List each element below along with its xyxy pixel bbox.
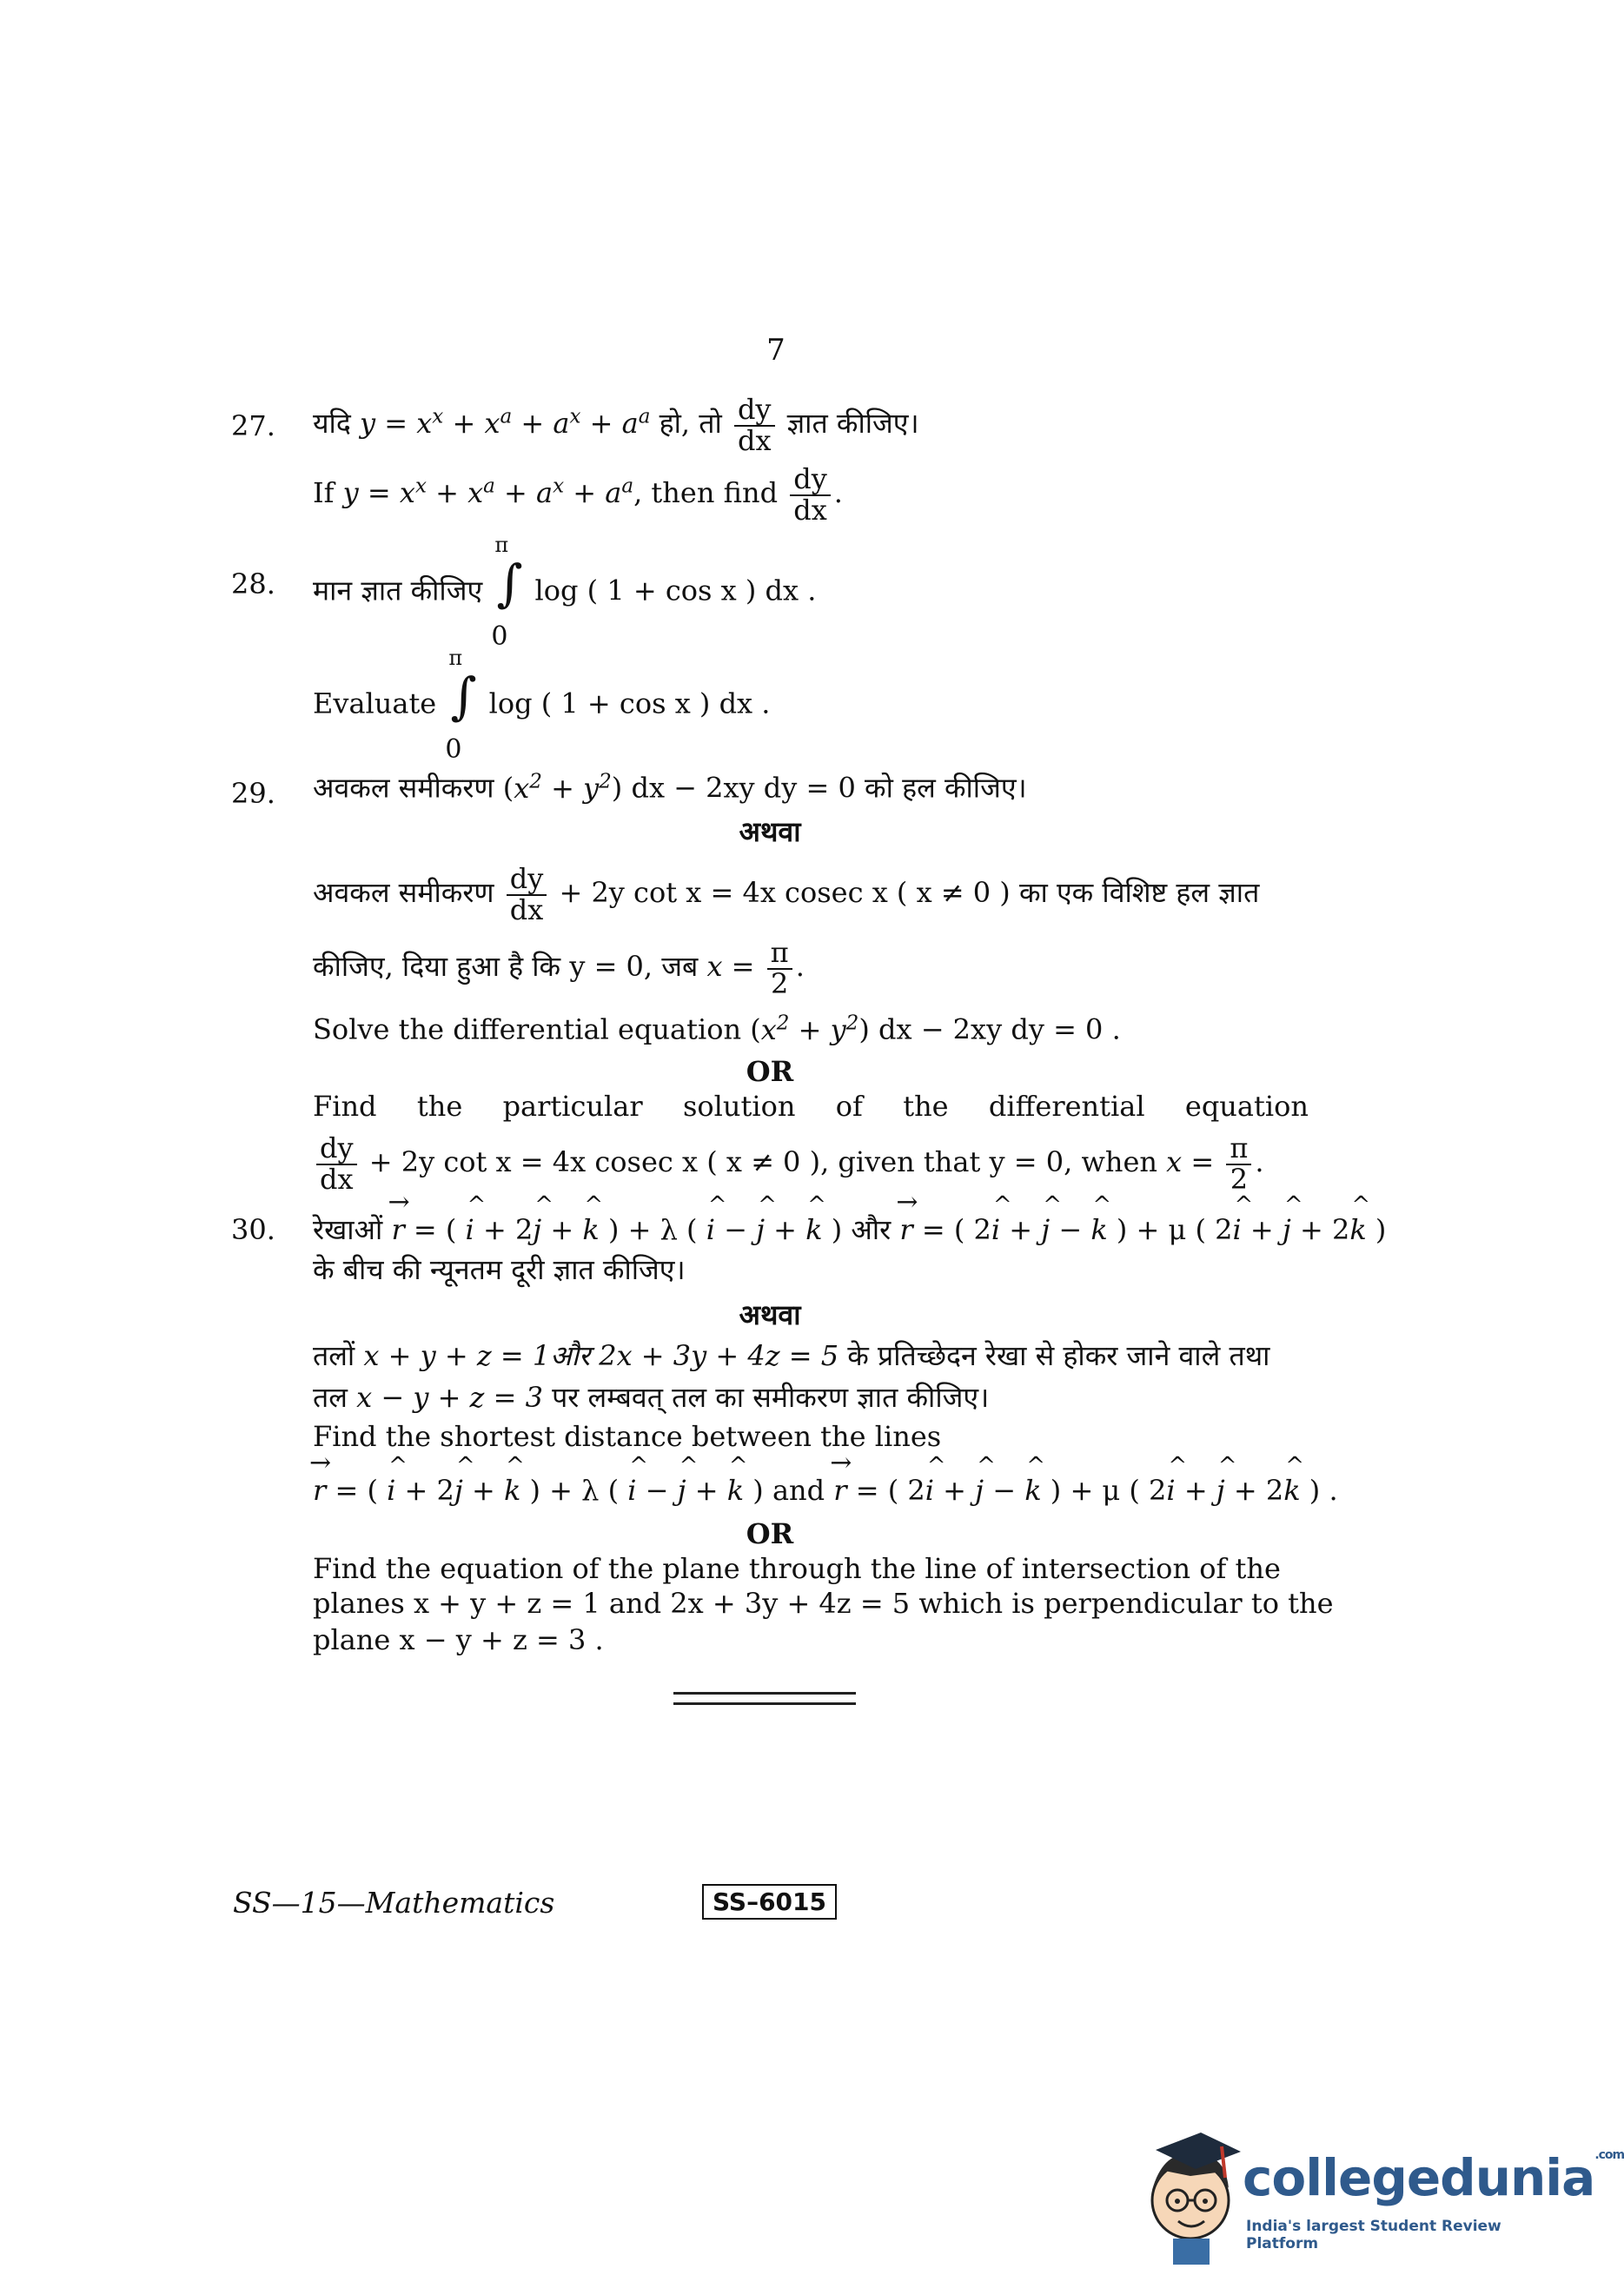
q29-hindi-line-1: अवकल समीकरण $(x^2 + y^2)$ dx − 2xy dy = 0 को हल कीजिए। <box>313 770 1027 805</box>
q30-english-line-3: Find the equation of the plane through the line of intersection of the <box>313 1552 1281 1585</box>
question-number: 29. <box>231 777 275 810</box>
q28-english-line: Evaluate π ∫ 0 log ( 1 + cos x ) dx . <box>313 646 771 765</box>
q30-english-line-2: → r = ( ^ i + 2^ j + ^ k ) + λ ( ^ i − ^ j + ^ k ) and → r = ( 2^ i + ^ j − ^ k ) + μ ( 2^ i + ^ j + 2^ k ) . <box>313 1473 1338 1508</box>
q30-english-line-4: planes x + y + z = 1 and 2x + 3y + 4z = 5 which is perpendicular to the <box>313 1587 1334 1620</box>
q29-english-line-3: $\frac{dy}{dx}$ + 2y cot x = 4x cosec x ( x ≠ 0 ), given that y = 0, when x = $\frac{\pi}{2}$ . <box>313 1134 1264 1194</box>
q29-english-line-1: Solve the differential equation $(x^2 + y^2)$ dx − 2xy dy = 0 . <box>313 1012 1121 1046</box>
q30-english-line-1: Find the shortest distance between the lines <box>313 1420 942 1453</box>
question-number: 28. <box>231 567 275 600</box>
q30-hindi-line-1: रेखाओं → r = ( ^ i + 2^ j + ^ k ) + λ ( ^ i − ^ j + ^ k ) और → r = ( 2^ i + ^ j − ^ k ) + μ ( 2^ i + ^ j + 2^ k ) <box>313 1212 1386 1247</box>
dy-dx-fraction: $\frac{dy}{dx}$ <box>316 1134 357 1194</box>
collegedunia-logo <box>1138 2120 1624 2268</box>
footer-paper-code: SS–6015 <box>702 1884 837 1920</box>
q29-hindi-line-3: कीजिए, दिया हुआ है कि y = 0, जब x = $\frac{\pi}{2}$ . <box>313 936 805 1000</box>
question-number: 27. <box>231 409 275 442</box>
integral-sign: π ∫ 0 <box>445 646 477 765</box>
q28-hindi-line: मान ज्ञात कीजिए π ∫ 0 log ( 1 + cos x ) dx . <box>313 533 817 652</box>
integral-sign: π ∫ 0 <box>491 533 523 652</box>
q27-hindi-line: यदि $y = x^x + x^a + a^x + a^a$ हो, तो $\frac{dy}{dx}$ ज्ञात कीजिए। <box>313 393 919 457</box>
student-mascot-icon <box>1138 2120 1243 2268</box>
logo-tagline: India's largest Student Review Platform <box>1246 2218 1501 2252</box>
or-english: OR <box>746 1055 794 1088</box>
pi-over-2-fraction: $\frac{\pi}{2}$ <box>767 939 792 998</box>
footer-subject: SS—15—Mathematics <box>233 1886 555 1920</box>
dy-dx-fraction: $\frac{dy}{dx}$ <box>507 865 547 925</box>
page-number: 7 <box>766 333 785 368</box>
q30-english-line-5: plane x − y + z = 3 . <box>313 1623 604 1656</box>
pi-over-2-fraction: $\frac{\pi}{2}$ <box>1226 1134 1251 1194</box>
or-hindi: अथवा <box>739 815 801 848</box>
q30-hindi-line-3: तलों x + y + z = 1और 2x + 3y + 4z = 5 के प्रतिच्छेदन रेखा से होकर जाने वाले तथा <box>313 1339 1270 1372</box>
question-number: 30. <box>231 1213 275 1246</box>
q29-hindi-line-2: अवकल समीकरण $\frac{dy}{dx}$ + 2y cot x = 4x cosec x ( x ≠ 0 ) का एक विशिष्ट हल ज्ञात <box>313 862 1260 926</box>
q29-english-line-2: Find the particular solution of the differential equation <box>313 1090 1309 1123</box>
dy-dx-fraction: $\frac{dy}{dx}$ <box>790 465 831 525</box>
q27-english-line: If $y = x^x + x^a + a^x + a^a$, then find $\frac{dy}{dx}$ . <box>313 462 843 527</box>
end-of-paper-rule <box>673 1692 856 1705</box>
or-hindi: अथवा <box>739 1298 801 1331</box>
or-english: OR <box>746 1517 794 1550</box>
dy-dx-fraction: $\frac{dy}{dx}$ <box>734 395 775 455</box>
q30-hindi-line-4: तल x − y + z = 3 पर लम्बवत् तल का समीकरण ज्ञात कीजिए। <box>313 1381 990 1414</box>
logo-wordmark: collegedunia$^{.com}$ <box>1243 2148 1624 2207</box>
q30-hindi-line-2: के बीच की न्यूनतम दूरी ज्ञात कीजिए। <box>313 1253 686 1286</box>
